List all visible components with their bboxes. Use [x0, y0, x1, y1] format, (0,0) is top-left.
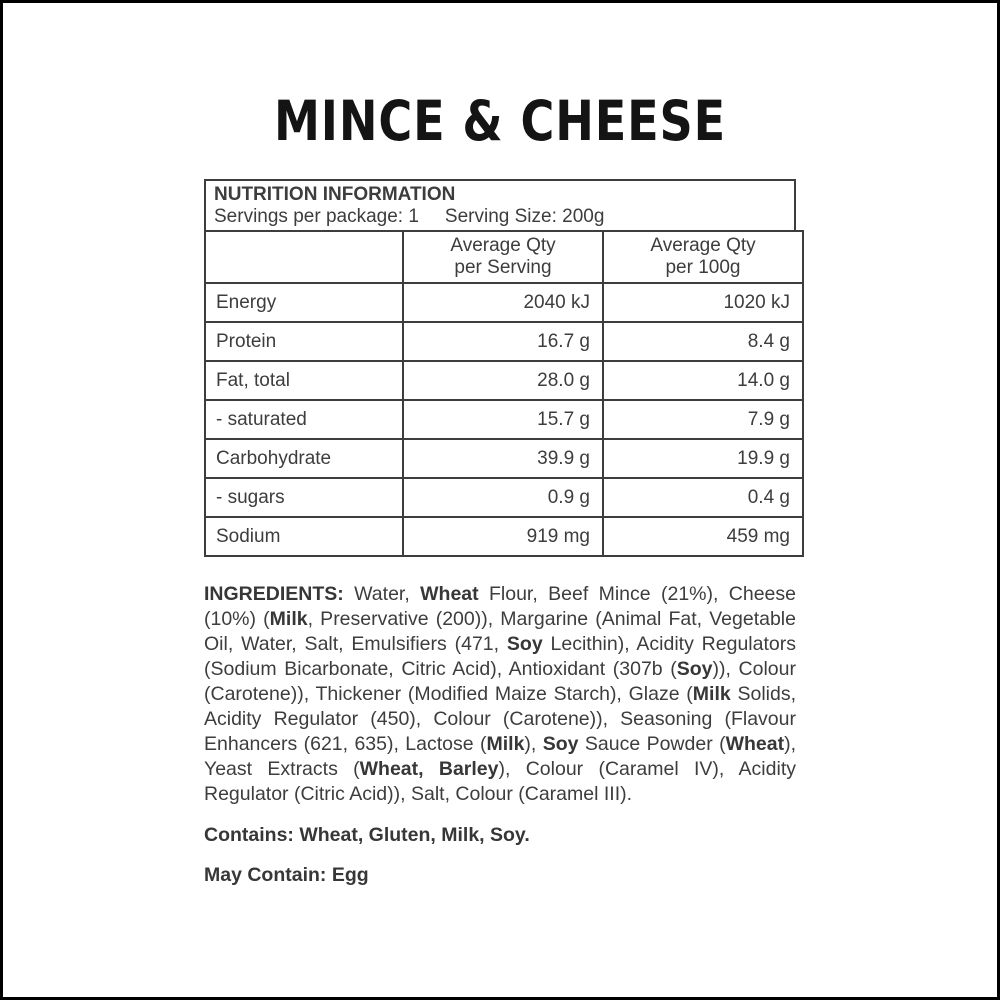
ingredient-segment: Wheat — [420, 583, 479, 605]
nutrition-row — [205, 478, 803, 517]
per-100g-value-cell: 19.9 g — [603, 439, 803, 478]
nutrient-name-cell: Sodium — [205, 517, 403, 556]
ingredient-segment: Milk — [692, 683, 731, 705]
nutrient-name-cell: Protein — [205, 322, 403, 361]
column-header-line1: Average Qty — [450, 235, 556, 256]
may-contain-statement: May Contain: Egg — [204, 864, 369, 886]
nutrient-name-cell: Carbohydrate — [205, 439, 403, 478]
nutrient-name-cell: - sugars — [205, 478, 403, 517]
nutrient-name-cell: Fat, total — [205, 361, 403, 400]
column-header-line2: per Serving — [454, 257, 552, 278]
ingredient-segment: Wheat, Barley — [359, 758, 499, 780]
column-header-line2: per 100g — [665, 257, 741, 278]
label-content — [204, 89, 796, 887]
ingredient-segment: Wheat — [725, 733, 785, 755]
per-serving-value-cell: 16.7 g — [403, 322, 603, 361]
contains-statement: Contains: Wheat, Gluten, Milk, Soy. — [204, 824, 530, 846]
per-serving-value-cell: 28.0 g — [403, 361, 603, 400]
per-serving-value-cell: 15.7 g — [403, 400, 603, 439]
nutrition-row — [205, 517, 803, 556]
ingredient-segment: , Preservative (200)), Margarine (Animal Fat, Vegetable Oil, Water, Salt, Emulsifiers (471, — [204, 608, 796, 655]
serving-size: Serving Size: 200g — [444, 206, 605, 227]
ingredient-segment: INGREDIENTS: — [204, 583, 355, 605]
per-serving-value-cell: 39.9 g — [403, 439, 603, 478]
ingredient-segment: ), Yeast Extracts ( — [204, 733, 796, 780]
per-100g-value-cell: 459 mg — [603, 517, 803, 556]
ingredient-segment: ), Colour (Caramel IV), Acidity Regulator (Citric Acid)), Salt, Colour (Caramel III). — [204, 758, 796, 805]
ingredient-segment: Sauce Powder ( — [578, 733, 726, 755]
nutrition-panel — [204, 179, 796, 557]
per-100g-value-cell: 8.4 g — [603, 322, 803, 361]
ingredient-segment: Water, — [354, 583, 421, 605]
serving-info-line — [214, 206, 786, 227]
ingredient-segment: Milk — [486, 733, 525, 755]
nutrition-row — [205, 400, 803, 439]
nutrient-name-cell: - saturated — [205, 400, 403, 439]
nutrition-row — [205, 322, 803, 361]
per-100g-value-cell: 14.0 g — [603, 361, 803, 400]
nutrient-name-cell: Energy — [205, 283, 403, 322]
per-serving-value-cell: 2040 kJ — [403, 283, 603, 322]
nutrition-table — [204, 230, 804, 557]
ingredient-segment: Flour, Beef Mince (21%), Cheese (10%) ( — [204, 583, 796, 630]
ingredient-segment: ), — [524, 733, 543, 755]
ingredient-segment: Soy — [542, 733, 579, 755]
nutrition-row — [205, 361, 803, 400]
ingredients-text — [204, 582, 796, 807]
nutrition-row — [205, 283, 803, 322]
nutrition-panel-header — [204, 179, 796, 230]
column-header-line1: Average Qty — [650, 235, 756, 256]
servings-per-package: Servings per package: 1 — [214, 206, 419, 227]
per-serving-value-cell: 0.9 g — [403, 478, 603, 517]
product-title: MINCE & CHEESE — [273, 89, 727, 153]
column-header-per-100g — [603, 231, 803, 283]
ingredient-segment: Milk — [269, 608, 308, 630]
ingredient-segment: Soy — [506, 633, 543, 655]
nutrition-row — [205, 439, 803, 478]
per-100g-value-cell: 0.4 g — [603, 478, 803, 517]
column-header-per-serving — [403, 231, 603, 283]
ingredient-segment: Soy — [676, 658, 713, 680]
per-serving-value-cell: 919 mg — [403, 517, 603, 556]
ingredient-segment: Lecithin), Acidity Regulators (Sodium Bicarbonate, Citric Acid), Antioxidant (307b ( — [204, 633, 796, 680]
per-100g-value-cell: 7.9 g — [603, 400, 803, 439]
nutrition-panel-title: NUTRITION INFORMATION — [214, 184, 456, 205]
nutrition-table-header-row — [205, 231, 803, 283]
ingredient-segment: Solids, Acidity Regulator (450), Colour (Carotene)), Seasoning (Flavour Enhancers (621, 635), Lactose ( — [204, 683, 796, 755]
column-header-blank — [205, 231, 403, 283]
per-100g-value-cell: 1020 kJ — [603, 283, 803, 322]
ingredient-segment: )), Colour (Carotene)), Thickener (Modified Maize Starch), Glaze ( — [204, 658, 796, 705]
